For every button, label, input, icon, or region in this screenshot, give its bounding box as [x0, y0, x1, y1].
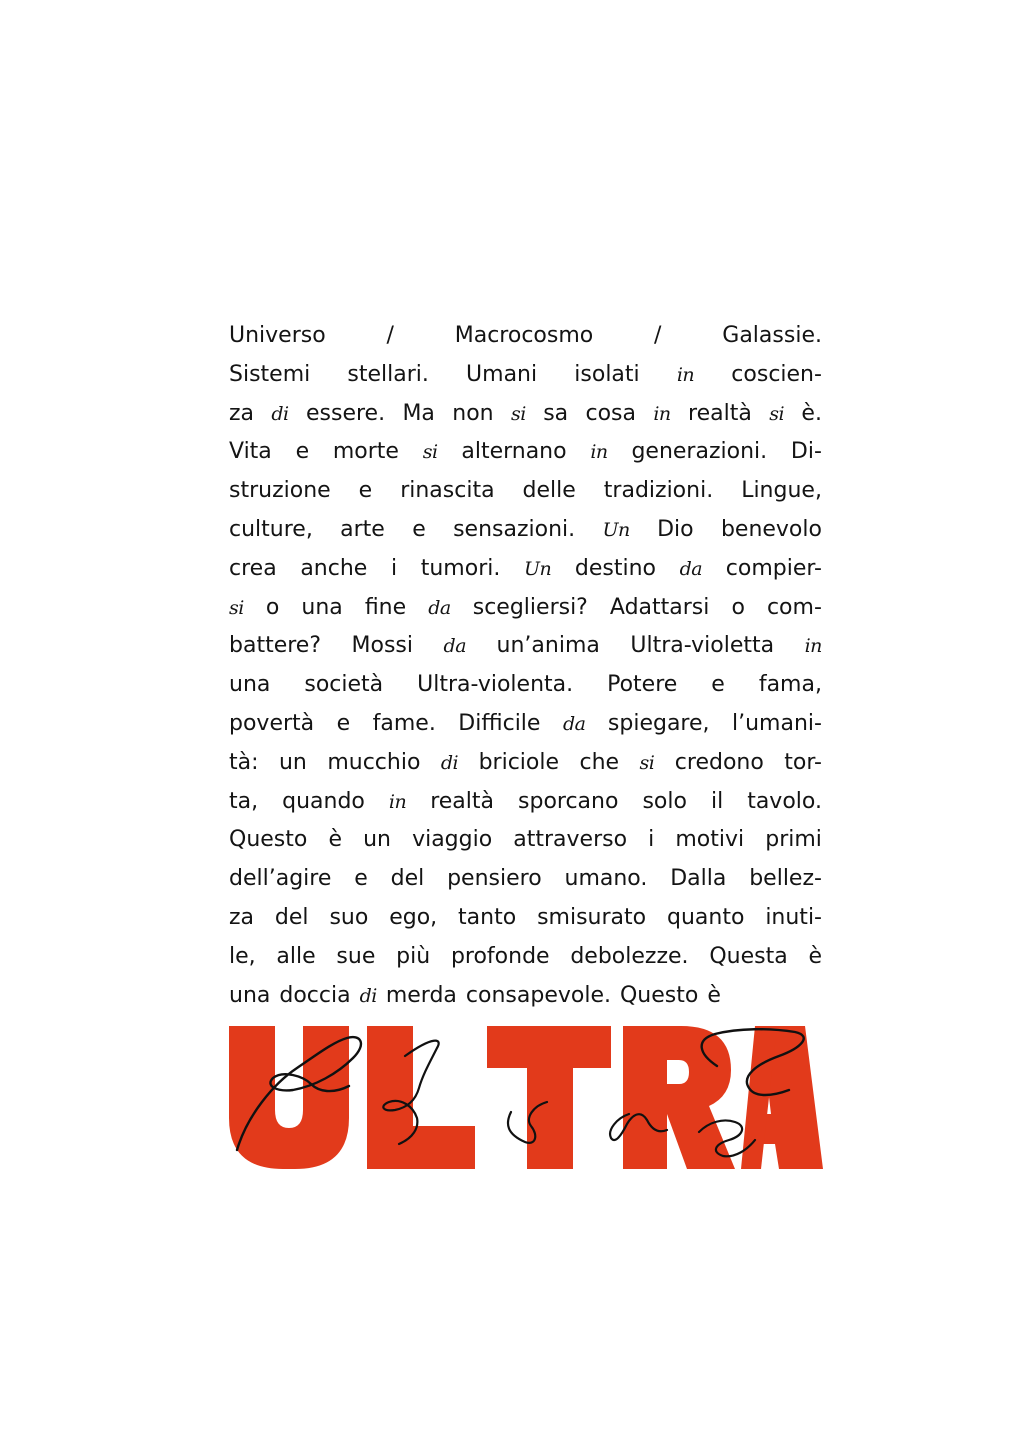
logo-letter-t — [487, 1026, 611, 1169]
text-line — [229, 977, 822, 1016]
text-word: un’anima — [496, 633, 600, 659]
text-line — [229, 705, 822, 744]
text-word: dell’agire — [229, 866, 332, 892]
logo-letter-l — [367, 1026, 475, 1169]
text-word: motivi — [675, 827, 745, 853]
text-word: anche — [300, 555, 368, 581]
text-word: sporcano — [518, 788, 619, 814]
text-word: scegliersi? — [472, 594, 588, 620]
text-word: stellari. — [347, 361, 429, 387]
text-word: com- — [766, 594, 822, 620]
text-word: Vita — [229, 439, 272, 465]
text-word: crea — [229, 555, 277, 581]
text-line — [229, 783, 822, 822]
text-line — [229, 550, 822, 589]
text-word: quanto — [667, 904, 745, 930]
text-word: sue — [336, 943, 376, 969]
text-word: inuti- — [765, 904, 822, 930]
text-word: non — [452, 400, 494, 426]
text-word: Dalla — [670, 866, 727, 892]
text-word: sa — [543, 400, 569, 426]
text-word: credono — [674, 749, 764, 775]
text-word: fame. — [372, 710, 436, 736]
text-word: attraverso — [513, 827, 628, 853]
text-word: e — [354, 866, 368, 892]
text-word: Macrocosmo — [454, 323, 594, 348]
body-paragraph — [229, 317, 822, 1015]
text-word: smisurato — [537, 904, 647, 930]
text-word: Lingue, — [741, 478, 822, 504]
text-word: debolezze. — [570, 943, 689, 969]
text-word: viaggio — [412, 827, 493, 853]
text-word: Umani — [466, 361, 538, 387]
text-word: generazioni. — [631, 439, 768, 465]
text-word: Questo — [229, 827, 308, 853]
text-word: za — [229, 400, 255, 426]
text-word: Sistemi — [229, 361, 311, 387]
text-word: realtà — [430, 788, 495, 814]
text-word: struzione — [229, 478, 331, 504]
text-word: Dio — [657, 516, 694, 542]
logo-letter-r — [623, 1026, 735, 1169]
text-word: arte — [340, 516, 385, 542]
text-line — [229, 472, 822, 511]
text-line — [229, 356, 822, 395]
text-word: primi — [765, 827, 822, 853]
text-word: si — [639, 751, 655, 774]
text-word: isolati — [574, 361, 640, 387]
text-word: Di- — [790, 439, 822, 465]
text-word: Universo — [229, 323, 326, 348]
text-line — [229, 627, 822, 666]
text-word: il — [710, 788, 724, 814]
text-word: tanto — [458, 904, 517, 930]
text-word: si — [769, 402, 785, 425]
text-line — [229, 666, 822, 705]
text-word: ta, — [229, 788, 259, 814]
text-line — [229, 395, 822, 434]
text-word: i — [390, 555, 398, 581]
text-word: è. — [801, 400, 822, 426]
text-word: da — [443, 635, 467, 658]
text-word: in — [653, 402, 671, 425]
text-word: Questa — [709, 943, 788, 969]
text-word: Mossi — [351, 633, 414, 659]
text-word: Un — [602, 518, 630, 541]
text-word: una — [229, 672, 271, 698]
text-word: cosa — [585, 400, 636, 426]
text-word: più — [396, 943, 431, 969]
text-word: Un — [524, 557, 552, 580]
text-word: i — [648, 827, 655, 853]
text-word: briciole — [478, 749, 560, 775]
text-word: profonde — [450, 943, 550, 969]
text-word: za — [229, 904, 255, 930]
text-word: tradizioni. — [603, 478, 714, 504]
text-word: società — [304, 672, 384, 698]
text-line — [229, 899, 822, 938]
text-word: o — [265, 594, 280, 620]
text-word: mucchio — [327, 749, 421, 775]
text-word: ego, — [389, 904, 438, 930]
logo-letter-u — [229, 1026, 349, 1169]
text-word: umano. — [564, 866, 648, 892]
text-word: Questo — [619, 982, 699, 1008]
text-word: / — [386, 323, 394, 348]
text-word: merda — [385, 982, 457, 1008]
text-word: di — [359, 984, 377, 1007]
text-word: Adattarsi — [609, 594, 710, 620]
text-word: alle — [276, 943, 316, 969]
text-word: in — [676, 363, 695, 386]
text-word: essere. — [306, 400, 386, 426]
text-word: tà: — [229, 749, 259, 775]
text-word: da — [428, 596, 451, 619]
ultra-logo — [229, 1026, 823, 1169]
text-word: rinascita — [400, 478, 495, 504]
text-word: un — [363, 827, 391, 853]
text-word: e — [412, 516, 426, 542]
text-word: una — [229, 982, 271, 1008]
text-word: Difficile — [458, 710, 541, 736]
text-line — [229, 433, 822, 472]
text-line — [229, 589, 822, 628]
text-word: battere? — [229, 633, 322, 659]
text-word: di — [271, 402, 289, 425]
text-word: pensiero — [447, 866, 542, 892]
text-word: compier- — [725, 555, 822, 581]
text-word: delle — [522, 478, 576, 504]
text-word: fama, — [758, 672, 822, 698]
text-word: o — [731, 594, 745, 620]
text-word: e — [711, 672, 725, 698]
text-line — [229, 744, 822, 783]
text-word: si — [422, 441, 438, 464]
text-word: coscien- — [731, 361, 822, 387]
text-word: e — [358, 478, 373, 504]
text-word: in — [388, 790, 407, 813]
text-word: tavolo. — [747, 788, 822, 814]
text-word: spiegare, — [607, 710, 710, 736]
text-word: di — [440, 751, 459, 774]
text-word: in — [590, 441, 608, 464]
text-word: che — [579, 749, 620, 775]
text-word: solo — [642, 788, 687, 814]
text-word: / — [654, 323, 662, 348]
text-word: tor- — [784, 749, 822, 775]
text-word: Galassie. — [722, 323, 822, 348]
text-word: morte — [332, 439, 399, 465]
text-word: povertà — [229, 710, 315, 736]
text-word: doccia — [279, 982, 351, 1008]
text-word: è — [328, 827, 342, 853]
text-line — [229, 821, 822, 860]
text-word: realtà — [688, 400, 752, 426]
text-word: Ultra-violenta. — [417, 672, 574, 698]
text-word: del — [274, 904, 309, 930]
text-line — [229, 317, 822, 356]
text-word: benevolo — [720, 516, 822, 542]
text-word: suo — [329, 904, 369, 930]
text-word: da — [679, 557, 703, 580]
text-word: una — [301, 594, 343, 620]
text-word: sensazioni. — [453, 516, 576, 542]
text-word: un — [278, 749, 307, 775]
text-word: si — [229, 596, 244, 619]
text-word: le, — [229, 943, 256, 969]
text-word: l’umani- — [732, 710, 822, 736]
text-line — [229, 860, 822, 899]
text-line — [229, 938, 822, 977]
text-word: è — [707, 982, 721, 1008]
text-word: è — [808, 943, 822, 969]
text-word: quando — [282, 788, 365, 814]
text-word: e — [295, 439, 310, 465]
text-word: Ultra-violetta — [630, 633, 775, 659]
text-word: culture, — [229, 516, 313, 542]
text-word: in — [804, 635, 822, 658]
text-word: consapevole. — [465, 982, 611, 1008]
text-word: del — [390, 866, 425, 892]
text-word: Ma — [402, 400, 435, 426]
text-word: tumori. — [420, 555, 501, 581]
text-word: da — [562, 712, 586, 735]
text-line — [229, 511, 822, 550]
text-word: si — [511, 402, 526, 425]
text-word: fine — [364, 594, 407, 620]
text-word: Potere — [607, 672, 678, 698]
text-word: bellez- — [749, 866, 822, 892]
text-word: alternano — [461, 439, 567, 465]
text-word: destino — [574, 555, 656, 581]
text-word: e — [336, 710, 351, 736]
